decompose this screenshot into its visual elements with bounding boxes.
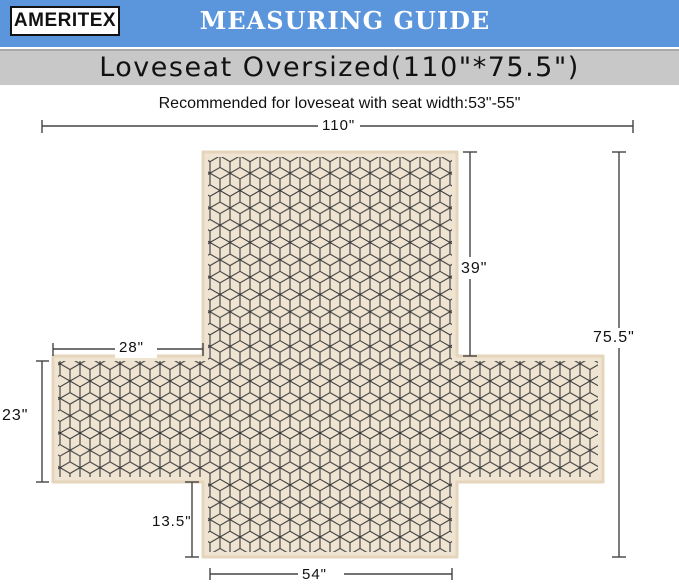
guide-title: MEASURING GUIDE <box>199 6 491 35</box>
label-seat-front: 13.5" <box>152 513 192 530</box>
brand-logo: AMERITEX <box>10 6 120 36</box>
label-back-height: 39" <box>461 260 488 277</box>
label-total-height: 75.5" <box>593 329 635 346</box>
label-arm-length: 28" <box>119 339 145 356</box>
label-seat-width: 54" <box>302 566 328 583</box>
label-total-width: 110" <box>322 117 356 134</box>
recommendation-text: Recommended for loveseat with seat width:53"-55" <box>158 95 521 112</box>
product-title: Loveseat Oversized(110"*75.5") <box>99 52 580 83</box>
label-arm-width: 23" <box>2 407 29 424</box>
